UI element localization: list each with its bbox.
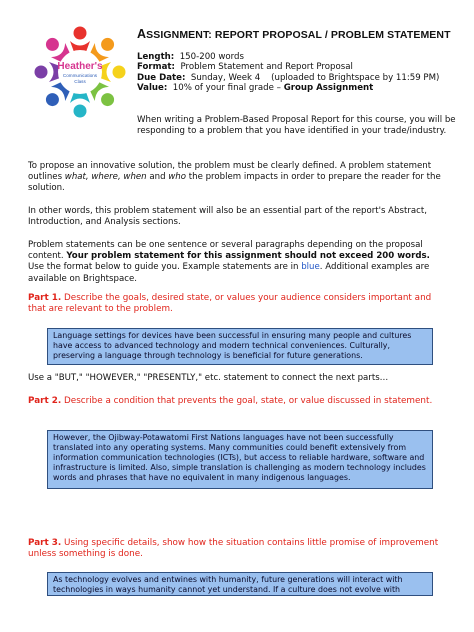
meta-label: Value: (137, 83, 168, 94)
text-span: the problem impacts in order to prepare the reader for the solution. (28, 172, 441, 194)
text-span: To propose an innovative solution, the problem must be clearly defined. A problem statement outlines (28, 161, 432, 183)
assignment-details (137, 52, 439, 94)
meta-label: Length: (137, 52, 175, 62)
part-label: Part 3. (28, 538, 62, 548)
logo-people-circle-icon (30, 22, 130, 122)
text-span: Problem statements can be one sentence or several paragraphs depending on the proposal content. (28, 240, 423, 262)
logo-title: Heather's (57, 61, 103, 72)
page-title (137, 27, 467, 41)
meta-value: 150-200 words (179, 52, 244, 62)
part-3-instruction (28, 538, 448, 561)
connector-instruction: Use a "BUT," "HOWEVER," "PRESENTLY," etc. statement to connect the next parts… (28, 373, 389, 383)
part-text: Describe the goals, desired state, or values your audience considers important and that are relevant to the problem. (28, 293, 432, 315)
meta-value: Sunday, Week 4 (uploaded to Brightspace by 11:59 PM) (190, 72, 440, 83)
meta-value-row (137, 83, 439, 93)
paragraph-statement-length (28, 240, 448, 285)
paragraph-report-sections: In other words, this problem statement will also be an essential part of the report's Abstract, Introduction, and Analysis sections. (28, 206, 427, 228)
meta-value: Problem Statement and Report Proposal (180, 62, 353, 73)
part-text: Describe a condition that prevents the goal, state, or value discussed in statement. (61, 396, 433, 406)
part-text: Using specific details, show how the situation contains little promise of improvement unless something is done. (28, 538, 439, 560)
meta-label: Format: (137, 62, 175, 73)
logo-subtitle-2: Class (74, 79, 86, 84)
part-label: Part 2. (28, 396, 62, 406)
example-box-3: As technology evolves and entwines with humanity, future generations will interact with technologies in ways humanity cannot yet understand. If a culture does not evolve with (47, 572, 433, 596)
example-box-1: Language settings for devices have been successful in ensuring many people and cultures have access to advanced technology and modern technical conveniences. Culturally, preserving a language through technology is beneficial for future generations. (47, 328, 433, 365)
italic-span: what, where, when (64, 172, 147, 183)
meta-value: 10% of your final grade – (172, 83, 284, 94)
intro-paragraph: When writing a Problem-Based Proposal Report for this course, you will be responding to a problem that you have identified in your trade/industry. (137, 115, 456, 137)
logo-subtitle: Communications (62, 73, 98, 78)
meta-format (137, 62, 439, 72)
meta-due-date (137, 73, 439, 83)
blue-word: blue (301, 262, 320, 273)
text-span: and (146, 172, 169, 183)
meta-length (137, 52, 439, 62)
part-2-instruction (28, 396, 448, 407)
italic-span: who (168, 172, 187, 183)
bold-span: Your problem statement for this assignment should not exceed 200 words. (66, 251, 430, 262)
title-initial: A (137, 27, 147, 41)
paragraph-problem-definition (28, 161, 448, 195)
part-label: Part 1. (28, 293, 62, 303)
example-box-2: However, the Ojibway-Potawatomi First Nations languages have not been successfully translated into any operating systems. Many communities could benefit extensively from information communication technologies (ICTs), but access to reliable hardware, software and infrastructure is limited. Also, simple translation is challenging as modern technology includes words and phrases that have no equivalent in many indigenous languages. (47, 430, 433, 489)
logo (30, 22, 130, 122)
text-span: Use the format below to guide you. Example statements are in (28, 262, 302, 273)
meta-label: Due Date: (137, 72, 186, 83)
meta-value-bold: Group Assignment (283, 83, 374, 94)
part-1-instruction (28, 293, 448, 316)
text-span: . Additional examples are available on Brightspace. (28, 262, 430, 284)
title-rest: SSIGNMENT: REPORT PROPOSAL / PROBLEM STATEMENT (146, 29, 451, 41)
